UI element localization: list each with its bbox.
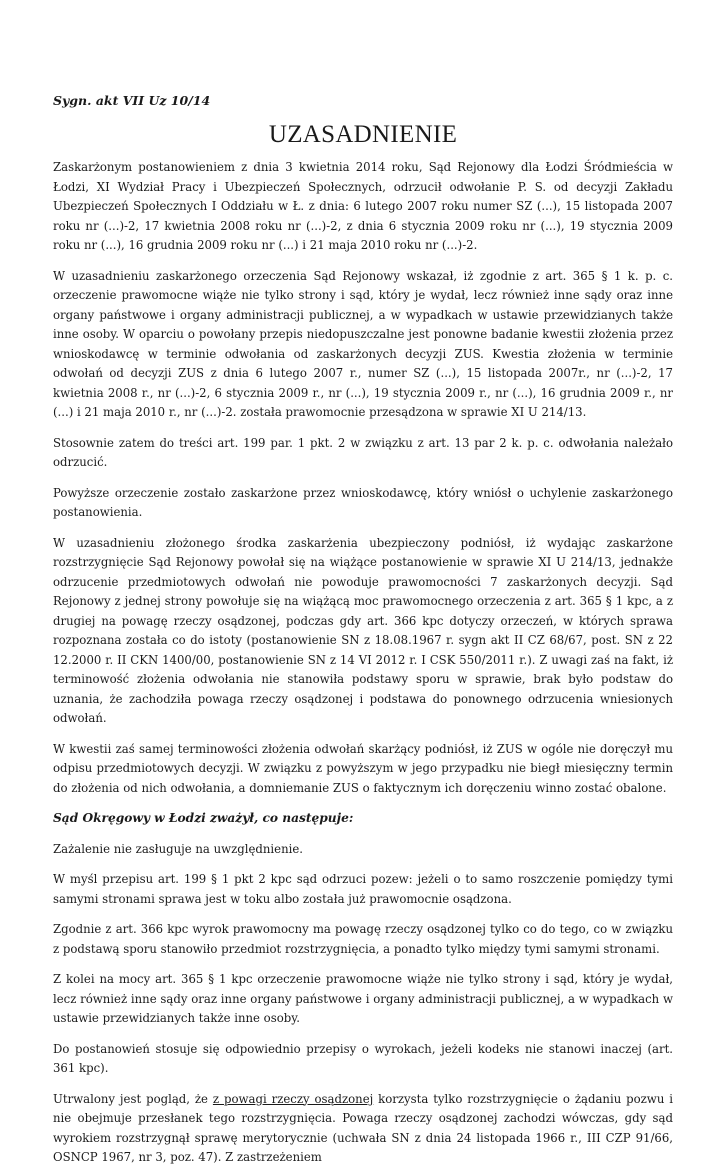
paragraph-appeal-filed: Powyższe orzeczenie zostało zaskarżone przez wnioskodawcę, który wniósł o uchylenie zaskarżonego postanowienia. (53, 485, 673, 519)
finding-paragraph: Zgodnie z art. 366 kpc wyrok prawomocny ma powagę rzeczy osądzonej tylko co do tego, co w związku z podstawą sporu stanowiło przedmiot rozstrzygnięcia, a ponadto tylko między tymi samymi stronami. (53, 922, 673, 956)
document-page (53, 92, 673, 1168)
document-title: UZASADNIENIE (268, 121, 458, 148)
finding-paragraph: Zażalenie nie zasługuje na uwzględnienie. (53, 841, 303, 856)
underlined-term: z powagi rzeczy osądzonej (212, 1091, 374, 1106)
paragraph-lower-court-reasoning: W uzasadnieniu zaskarżonego orzeczenia Sąd Rejonowy wskazał, iż zgodnie z art. 365 § 1 k. p. c. orzeczenie prawomocne wiąże nie tylko strony i sąd, który je wydał, lecz również inne sądy oraz inne organy państwowe i organy administracji publicznej, a w wypadkach w ustawie przewidzianych także inne osoby. W oparciu o powołany przepis niedopuszczalne jest ponowne badanie kwestii złożenia przez wnioskodawcę w terminie odwołania od zaskarżonych decyzji ZUS. Kwestia złożenia w terminie odwołań od decyzji ZUS z dnia 6 lutego 2007 r., numer SZ (...), 15 listopada 2007r., nr (...)-2, 17 kwietnia 2008 r., nr (...)-2, 6 stycznia 2009 r., nr (...), 19 stycznia 2009 r., nr (...), 16 grudnia 2009 r., nr (...) i 21 maja 2010 r., nr (...)-2. została prawomocnie przesądzona w sprawie XI U 214/13. (53, 268, 673, 419)
final-paragraph (53, 1090, 673, 1168)
paragraph-dismissal: Stosownie zatem do treści art. 199 par. 1 pkt. 2 w związku z art. 13 par 2 k. p. c. odwołania należało odrzucić. (53, 435, 673, 469)
finding-paragraph: W myśl przepisu art. 199 § 1 pkt 2 kpc sąd odrzuci pozew: jeżeli o to samo roszczenie pomiędzy tymi samymi stronami sprawa jest w toku albo została już prawomocnie osądzona. (53, 872, 673, 906)
case-reference: Sygn. akt VII Uz 10/14 (53, 93, 211, 108)
finding-paragraph: Do postanowień stosuje się odpowiednio przepisy o wyrokach, jeżeli kodeks nie stanowi inaczej (art. 361 kpc). (53, 1041, 673, 1075)
final-paragraph-rest: korzysta tylko rozstrzygnięcie o żądaniu pozwu i nie obejmuje przesłanek tego rozstrzygnięcia. Powaga rzeczy osądzonej zachodzi wówczas, gdy sąd wyrokiem rozstrzygnął sprawę merytorycznie (uchwała SN z dnia 24 listopada 1966 r., III CZP 91/66, OSNCP 1967, nr 3, poz. 47). Z zastrzeżeniem (53, 1091, 673, 1164)
final-paragraph-start: Utrwalony jest pogląd, że (53, 1091, 213, 1106)
paragraph-timeliness: W kwestii zaś samej terminowości złożenia odwołań skarżący podniósł, iż ZUS w ogóle nie doręczył mu odpisu przedmiotowych decyzji. W związku z powyższym w jego przypadku nie biegł miesięczny termin do złożenia od nich odwołania, a domniemanie ZUS o faktycznym ich doręczeniu winno zostać obalone. (53, 741, 673, 795)
paragraph-appeal-grounds: W uzasadnieniu złożonego środka zaskarżenia ubezpieczony podniósł, iż wydając zaskarżone rozstrzygnięcie Sąd Rejonowy powołał się na wiążące postanowienie w sprawie XI U 214/13, jednakże odrzucenie przedmiotowych odwołań nie powoduje prawomocności 7 zaskarżonych decyzji. Sąd Rejonowy z jednej strony powołuje się na wiążącą moc prawomocnego orzeczenia z art. 365 § 1 kpc, a z drugiej na powagę rzeczy osądzonej, podczas gdy art. 366 kpc dotyczy orzeczeń, w których sprawa rozpoznana została co do istoty (postanowienie SN z 18.08.1967 r. sygn akt II CZ 68/67, post. SN z 22 12.2000 r. II CKN 1400/00, postanowienie SN z 14 VI 2012 r. I CSK 550/2011 r.). Z uwagi zaś na fakt, iż terminowość złożenia odwołania nie stanowiła podstawy sporu w sprawie, brak było podstaw do uznania, że zachodziła powaga rzeczy osądzonej i podstawa do ponownego odrzucenia wniesionych odwołań. (53, 535, 673, 725)
section-heading: Sąd Okręgowy w Łodzi zważył, co następuje: (53, 811, 354, 825)
finding-paragraph: Z kolei na mocy art. 365 § 1 kpc orzeczenie prawomocne wiąże nie tylko strony i sąd, który je wydał, lecz również inne sądy oraz inne organy państwowe i organy administracji publicznej, a w wypadkach w ustawie przewidzianych także inne osoby. (53, 972, 673, 1025)
paragraph-ruling: Zaskarżonym postanowieniem z dnia 3 kwietnia 2014 roku, Sąd Rejonowy dla Łodzi Śródmieścia w Łodzi, XI Wydział Pracy i Ubezpieczeń Społecznych, odrzucił odwołanie P. S. od decyzji Zakładu Ubezpieczeń Społecznych I Oddziału w Ł. z dnia: 6 lutego 2007 roku numer SZ (...), 15 listopada 2007 roku nr (...)-2, 17 kwietnia 2008 roku nr (...)-2, z dnia 6 stycznia 2009 roku nr (...), 19 stycznia 2009 roku nr (...), 16 grudnia 2009 roku nr (...) i 21 maja 2010 roku nr (...)-2. (53, 160, 673, 252)
